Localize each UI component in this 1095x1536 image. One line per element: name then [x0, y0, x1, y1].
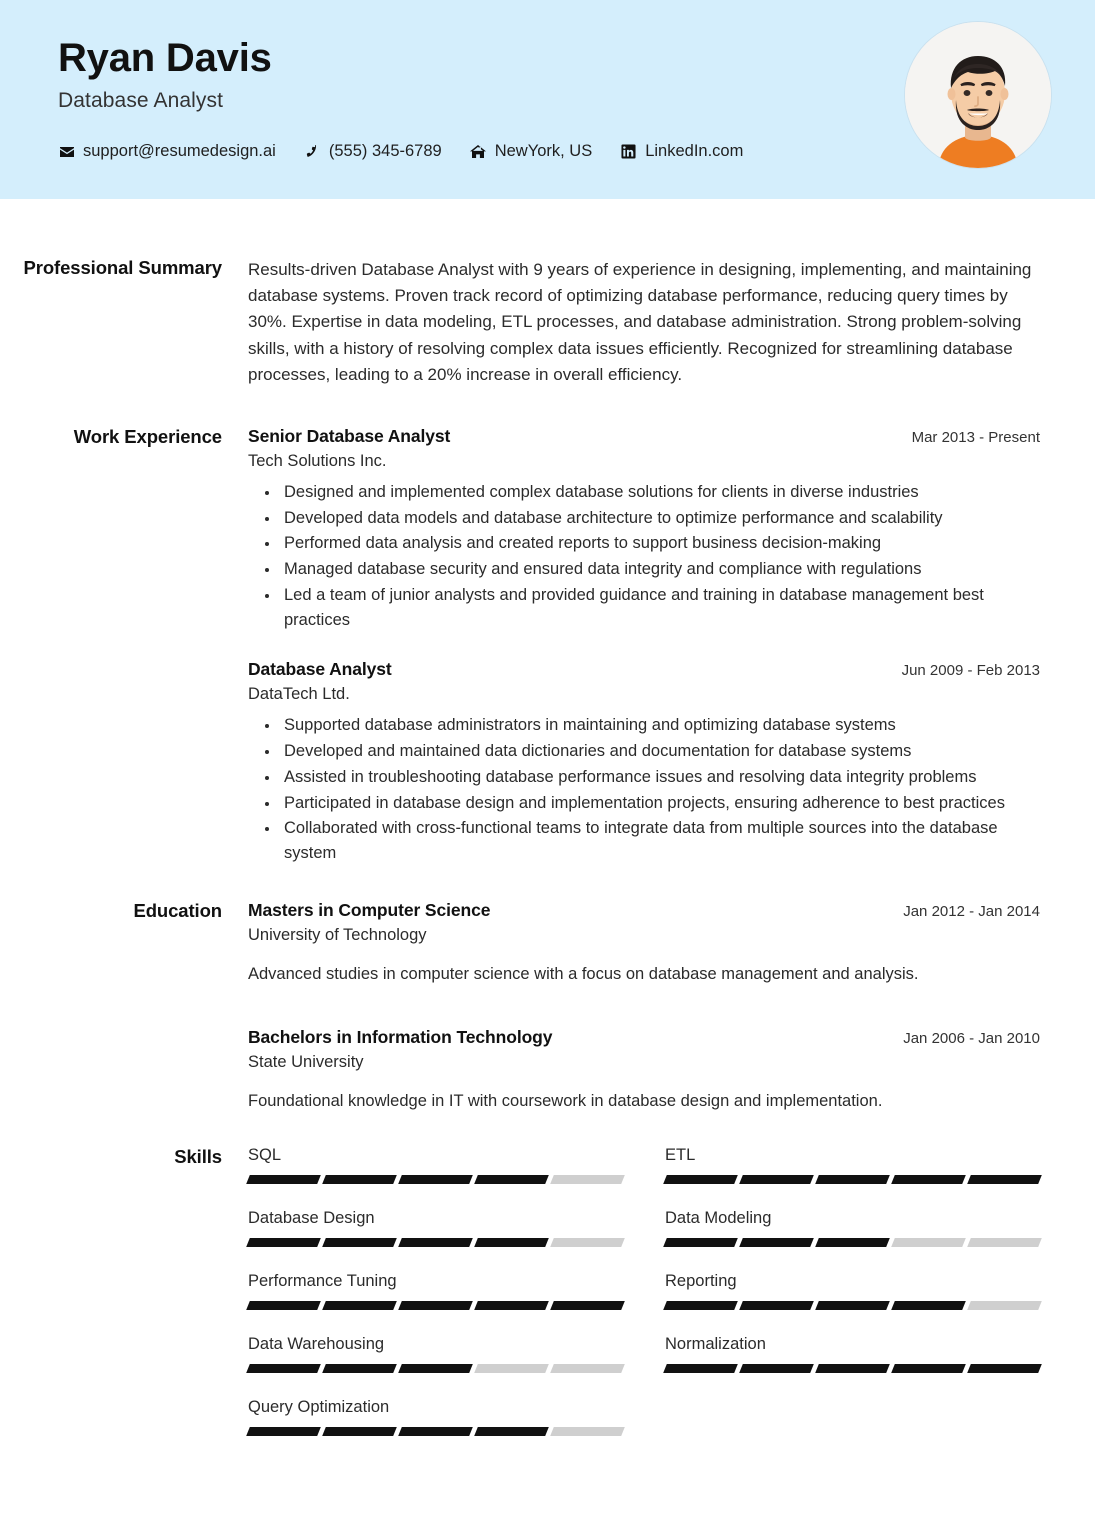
- work-bullet: • Supported database administrators in maintaining and optimizing database systems: [280, 713, 1040, 738]
- work-bullet: • Developed and maintained data dictionaries and documentation for database systems: [280, 739, 1040, 764]
- contact-location[interactable]: [470, 142, 593, 161]
- skill-segment-filled: [891, 1364, 966, 1373]
- work-bullet: • Designed and implemented complex database solutions for clients in diverse industries: [280, 480, 1040, 505]
- education-date-range: Jan 2006 - Jan 2010: [903, 1029, 1040, 1047]
- skill-item: [665, 1209, 1040, 1247]
- skill-segment-empty: [891, 1238, 966, 1247]
- email-icon: [58, 143, 75, 160]
- skill-segment-filled: [891, 1301, 966, 1310]
- resume-body: [0, 199, 1095, 1491]
- skill-rating-bar: [665, 1301, 1040, 1310]
- avatar: [905, 22, 1051, 168]
- skill-segment-filled: [398, 1175, 473, 1184]
- skill-item: [248, 1209, 623, 1247]
- skill-segment-filled: [398, 1301, 473, 1310]
- skill-segment-filled: [322, 1301, 397, 1310]
- skill-segment-filled: [739, 1301, 814, 1310]
- skill-segment-filled: [322, 1175, 397, 1184]
- skills-grid: [248, 1146, 1040, 1461]
- contact-phone[interactable]: [304, 142, 442, 161]
- resume-header: [0, 0, 1095, 199]
- section-label-summary: Professional Summary: [23, 257, 222, 278]
- skills-body: [248, 1146, 1040, 1461]
- skill-segment-filled: [815, 1301, 890, 1310]
- skill-name: Data Warehousing: [248, 1335, 385, 1354]
- work-entry-head: [248, 426, 1040, 447]
- skill-item: [248, 1335, 623, 1373]
- home-icon: [470, 143, 487, 160]
- education-date-range: Jan 2012 - Jan 2014: [903, 902, 1040, 920]
- skill-segment-filled: [891, 1175, 966, 1184]
- work-bullet-list: [248, 713, 1040, 866]
- work-bullet-list: [248, 480, 1040, 633]
- skill-segment-filled: [398, 1238, 473, 1247]
- work-bullet: • Performed data analysis and created reports to support business decision-making: [280, 531, 1040, 556]
- contact-email-text: support@resumedesign.ai: [83, 142, 276, 160]
- skill-segment-empty: [474, 1364, 549, 1373]
- skill-segment-empty: [550, 1427, 625, 1436]
- work-date-range: Mar 2013 - Present: [911, 428, 1040, 446]
- skill-segment-filled: [815, 1175, 890, 1184]
- skill-segment-filled: [246, 1364, 321, 1373]
- skill-rating-bar: [665, 1364, 1040, 1373]
- skill-segment-filled: [815, 1364, 890, 1373]
- skill-segment-filled: [474, 1175, 549, 1184]
- section-skills: [0, 1113, 1040, 1461]
- work-date-range: Jun 2009 - Feb 2013: [901, 662, 1040, 680]
- skill-rating-bar: [248, 1301, 623, 1310]
- skill-rating-bar: [248, 1427, 623, 1436]
- contact-linkedin-text: LinkedIn.com: [645, 142, 744, 160]
- skill-name: Data Modeling: [665, 1209, 772, 1228]
- section-label-education: Education: [133, 899, 222, 921]
- work-entry-head: [248, 659, 1040, 680]
- work-job-title: Database Analyst: [248, 659, 392, 680]
- section-label-work: Work Experience: [73, 425, 222, 447]
- skill-rating-bar: [248, 1175, 623, 1184]
- skill-segment-filled: [550, 1301, 625, 1310]
- section-label-skills: Skills: [174, 1146, 222, 1168]
- work-bullet: • Assisted in troubleshooting database performance issues and resolving data integrity problems: [280, 765, 1040, 790]
- skill-segment-filled: [322, 1364, 397, 1373]
- skill-segment-empty: [550, 1175, 625, 1184]
- skill-segment-filled: [663, 1364, 738, 1373]
- education-entry-head: [248, 900, 1040, 921]
- skill-name: Database Design: [248, 1209, 375, 1228]
- summary-body: [248, 257, 1040, 388]
- work-company: DataTech Ltd.: [248, 685, 350, 704]
- linkedin-icon: [620, 143, 637, 160]
- work-bullet: • Collaborated with cross-functional teams to integrate data from multiple sources into the database system: [280, 816, 1040, 866]
- skill-segment-empty: [967, 1301, 1042, 1310]
- education-entry: [248, 1027, 1040, 1114]
- skill-item: [248, 1146, 623, 1184]
- contact-email[interactable]: [58, 142, 276, 161]
- section-professional-summary: [0, 199, 1040, 388]
- skill-segment-filled: [322, 1427, 397, 1436]
- candidate-job-title: Database Analyst: [58, 89, 224, 112]
- skill-segment-filled: [474, 1238, 549, 1247]
- work-entry: [248, 659, 1040, 866]
- work-body: [248, 426, 1040, 867]
- skill-segment-filled: [474, 1427, 549, 1436]
- education-degree: Masters in Computer Science: [248, 899, 491, 920]
- skill-segment-filled: [663, 1301, 738, 1310]
- skill-name: Query Optimization: [248, 1398, 390, 1417]
- skill-segment-filled: [246, 1238, 321, 1247]
- skill-name: Performance Tuning: [248, 1272, 397, 1291]
- skill-segment-filled: [398, 1364, 473, 1373]
- skill-segment-filled: [815, 1238, 890, 1247]
- skill-name: Reporting: [665, 1272, 737, 1291]
- skill-item: [665, 1335, 1040, 1373]
- skill-rating-bar: [665, 1238, 1040, 1247]
- skill-segment-empty: [550, 1364, 625, 1373]
- work-bullet: • Managed database security and ensured data integrity and compliance with regulations: [280, 557, 1040, 582]
- education-institution: University of Technology: [248, 925, 427, 944]
- skill-segment-filled: [739, 1175, 814, 1184]
- education-description: Foundational knowledge in IT with coursework in database design and implementation.: [248, 1091, 883, 1110]
- phone-icon: [304, 143, 321, 160]
- skill-segment-filled: [246, 1301, 321, 1310]
- candidate-name: Ryan Davis: [58, 36, 272, 80]
- work-job-title: Senior Database Analyst: [248, 425, 451, 446]
- skill-rating-bar: [248, 1238, 623, 1247]
- skill-segment-filled: [246, 1427, 321, 1436]
- skill-segment-filled: [246, 1175, 321, 1184]
- education-entry-head: [248, 1027, 1040, 1048]
- user-photo: [905, 22, 1051, 168]
- skill-name: ETL: [665, 1146, 696, 1165]
- section-education: [0, 867, 1040, 1114]
- skill-segment-filled: [967, 1175, 1042, 1184]
- skill-name: Normalization: [665, 1335, 766, 1354]
- contact-location-text: NewYork, US: [494, 142, 593, 160]
- summary-text: Results-driven Database Analyst with 9 years of experience in designing, implementing, and maintaining database systems. Proven track record of optimizing database performance, reducing query times by 30%. Expertise in data modeling, ETL processes, and database administration. Strong problem-solving skills, with a history of resolving complex data issues efficiently. Recognized for streamlining database processes, leading to a 20% increase in overall efficiency.: [248, 260, 1032, 384]
- education-institution: State University: [248, 1052, 364, 1071]
- contact-linkedin[interactable]: [620, 142, 743, 161]
- work-bullet: • Participated in database design and implementation projects, ensuring adherence to best practices: [280, 791, 1040, 816]
- education-degree: Bachelors in Information Technology: [248, 1026, 553, 1047]
- skill-rating-bar: [665, 1175, 1040, 1184]
- skill-segment-empty: [967, 1238, 1042, 1247]
- education-description: Advanced studies in computer science with a focus on database management and analysis.: [248, 964, 919, 983]
- skill-segment-empty: [550, 1238, 625, 1247]
- contact-phone-text: (555) 345-6789: [328, 142, 442, 160]
- skill-segment-filled: [739, 1364, 814, 1373]
- education-entry: [248, 900, 1040, 987]
- skill-item: [665, 1272, 1040, 1310]
- work-bullet: • Developed data models and database architecture to optimize performance and scalability: [280, 506, 1040, 531]
- section-work-experience: [0, 388, 1040, 867]
- skill-name: SQL: [248, 1146, 282, 1165]
- skill-item: [248, 1398, 623, 1436]
- skill-segment-filled: [739, 1238, 814, 1247]
- skill-segment-filled: [398, 1427, 473, 1436]
- skill-segment-filled: [663, 1175, 738, 1184]
- skill-segment-filled: [322, 1238, 397, 1247]
- education-body: [248, 900, 1040, 1114]
- skill-segment-filled: [474, 1301, 549, 1310]
- skill-rating-bar: [248, 1364, 623, 1373]
- work-entry: [248, 426, 1040, 633]
- skill-item: [248, 1272, 623, 1310]
- work-company: Tech Solutions Inc.: [248, 451, 387, 470]
- work-bullet: • Led a team of junior analysts and provided guidance and training in database management best practices: [280, 583, 1040, 633]
- skill-segment-filled: [967, 1364, 1042, 1373]
- skill-item: [665, 1146, 1040, 1184]
- skill-segment-filled: [663, 1238, 738, 1247]
